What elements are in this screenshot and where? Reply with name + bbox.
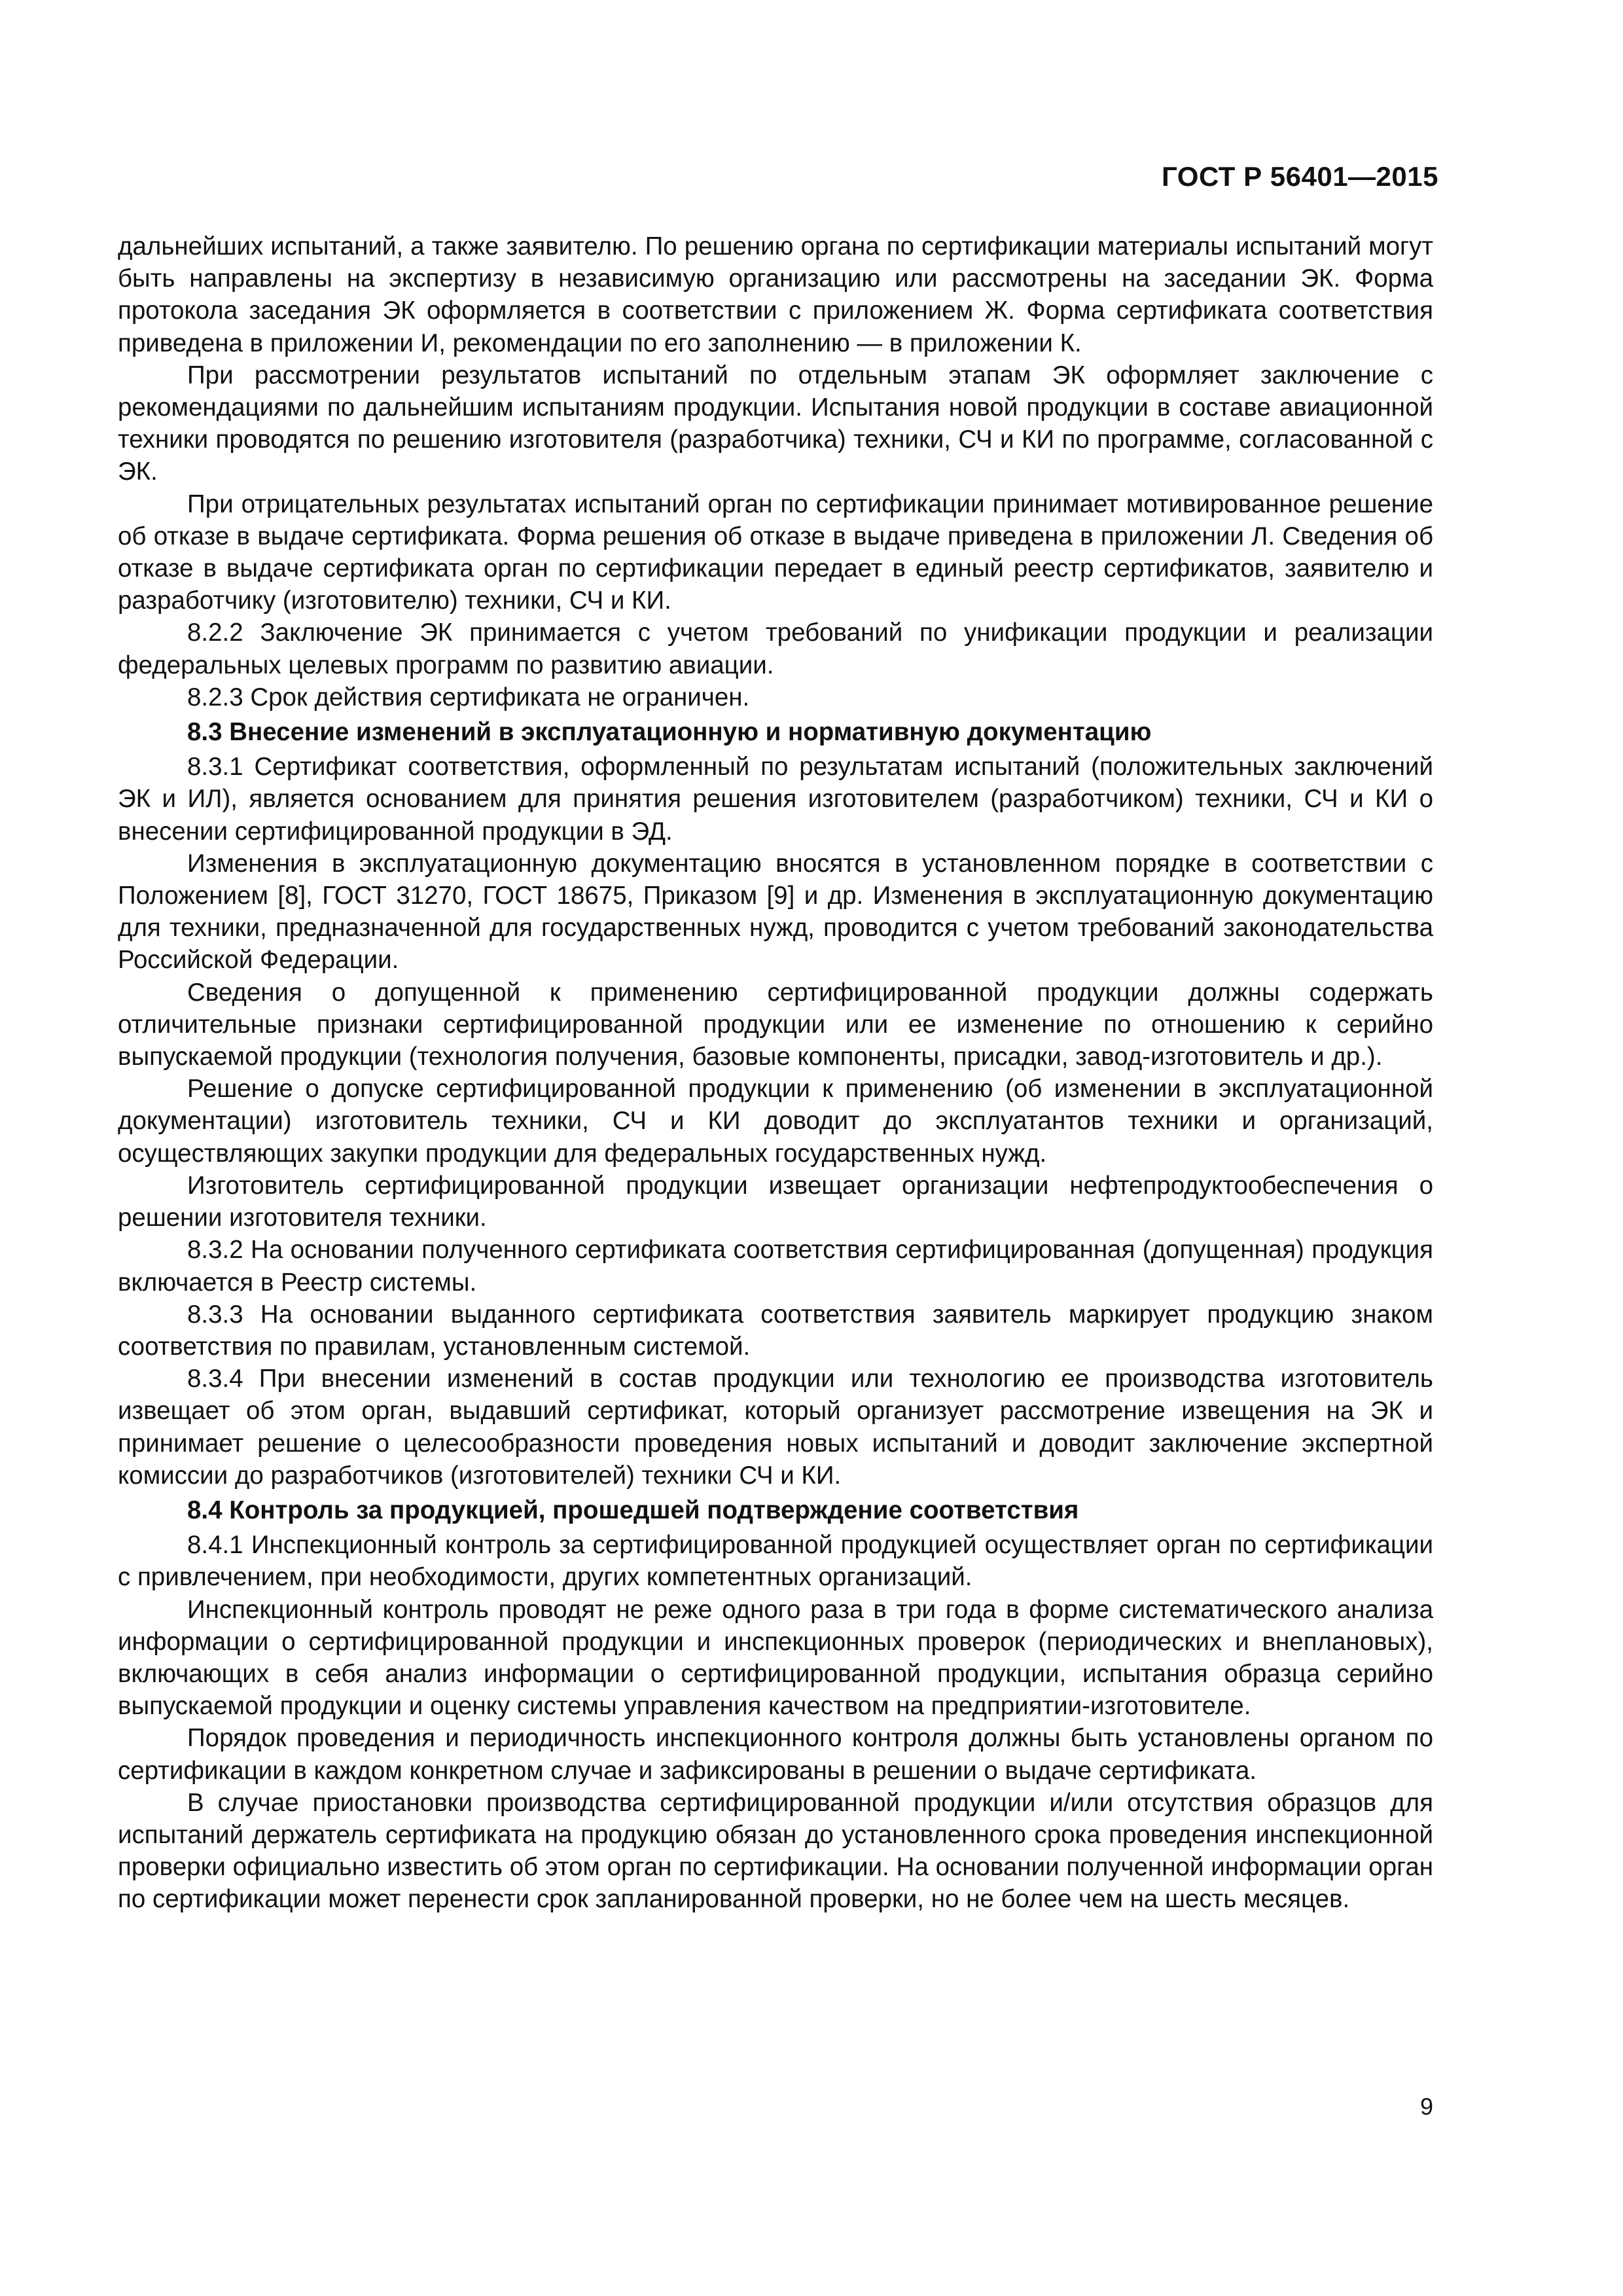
document-code: ГОСТ Р 56401—2015 bbox=[1162, 161, 1438, 192]
clause-8-3-1: 8.3.1 Сертификат соответствия, оформленный по результатам испытаний (положительных заключений ЭК и ИЛ), является основанием для принятия решения изготовителем (разработчиком) техники, СЧ и КИ о внесении сертифицированной продукции в ЭД. bbox=[118, 753, 1433, 846]
paragraph: Порядок проведения и периодичность инспекционного контроля должны быть установлены органом по сертификации в каждом конкретном случае и зафиксированы в решении о выдаче сертификата. bbox=[118, 1724, 1433, 1785]
clause-8-3-3: 8.3.3 На основании выданного сертификата соответствия заявитель маркирует продукцию знаком соответствия по правилам, установленным системой. bbox=[118, 1300, 1433, 1361]
paragraph-continuation: дальнейших испытаний, а также заявителю. По решению органа по сертификации материалы испытаний могут быть направлены на экспертизу в независимую организацию или рассмотрены на заседании ЭК. Форма протокола заседания ЭК оформляется в соответствии с приложением Ж. Форма сертификата соответствия приведена в приложении И, рекомендации по его заполнению — в приложении К. bbox=[118, 232, 1433, 357]
paragraph: Изменения в эксплуатационную документацию вносятся в установленном порядке в соответствии с Положением [8], ГОСТ 31270, ГОСТ 18675, Приказом [9] и др. Изменения в эксплуатационную документацию для техники, предназначенной для государственных нужд, проводится с учетом требований законодательства Российской Федерации. bbox=[118, 849, 1433, 975]
paragraph: Изготовитель сертифицированной продукции извещает организации нефтепродуктообеспечения о решении изготовителя техники. bbox=[118, 1171, 1433, 1232]
paragraph: Решение о допуске сертифицированной продукции к применению (об изменении в эксплуатационной документации) изготовитель техники, СЧ и КИ доводит до эксплуатантов техники и организаций, осуществляющих закупки продукции для федеральных государственных нужд. bbox=[118, 1075, 1433, 1168]
section-heading-8-3: 8.3 Внесение изменений в эксплуатационную и нормативную документацию bbox=[187, 718, 1152, 747]
clause-8-3-2: 8.3.2 На основании полученного сертификата соответствия сертифицированная (допущенная) продукция включается в Реестр системы. bbox=[118, 1236, 1433, 1297]
clause-8-4-1: 8.4.1 Инспекционный контроль за сертифицированной продукцией осуществляет орган по сертификации с привлечением, при необходимости, других компетентных организаций. bbox=[118, 1531, 1433, 1592]
document-body bbox=[118, 230, 1433, 1916]
clause-8-3-4: 8.3.4 При внесении изменений в состав продукции или технологию ее производства изготовитель извещает об этом орган, выдавший сертификат, который организует рассмотрение извещения на ЭК и принимает решение о целесообразности проведения новых испытаний и доводит заключение экспертной комиссии до разработчиков (изготовителей) техники СЧ и КИ. bbox=[118, 1365, 1433, 1490]
clause-8-2-2: 8.2.2 Заключение ЭК принимается с учетом требований по унификации продукции и реализации федеральных целевых программ по развитию авиации. bbox=[118, 619, 1433, 679]
clause-8-2-3: 8.2.3 Срок действия сертификата не ограничен. bbox=[187, 683, 750, 711]
paragraph: При рассмотрении результатов испытаний по отдельным этапам ЭК оформляет заключение с рекомендациями по дальнейшим испытаниям продукции. Испытания новой продукции в составе авиационной техники проводятся по решению изготовителя (разработчика) техники, СЧ и КИ по программе, согласованной с ЭК. bbox=[118, 361, 1433, 486]
section-heading-8-4: 8.4 Контроль за продукцией, прошедшей подтверждение соответствия bbox=[187, 1496, 1079, 1524]
paragraph: Сведения о допущенной к применению сертифицированной продукции должны содержать отличительные признаки сертифицированной продукции или ее изменение по отношению к серийно выпускаемой продукции (технология получения, базовые компоненты, присадки, завод-изготовитель и др.). bbox=[118, 978, 1433, 1071]
paragraph: Инспекционный контроль проводят не реже одного раза в три года в форме систематического анализа информации о сертифицированной продукции и инспекционных проверок (периодических и внеплановых), включающих в себя анализ информации о сертифицированной продукции, испытания образца серийно выпускаемой продукции и оценку системы управления качеством на предприятии-изготовителе. bbox=[118, 1595, 1433, 1721]
paragraph: При отрицательных результатах испытаний орган по сертификации принимает мотивированное решение об отказе в выдаче сертификата. Форма решения об отказе в выдаче приведена в приложении Л. Сведения об отказе в выдаче сертификата орган по сертификации передает в единый реестр сертификатов, заявителю и разработчику (изготовителю) техники, СЧ и КИ. bbox=[118, 490, 1433, 615]
paragraph: В случае приостановки производства сертифицированной продукции и/или отсутствия образцов для испытаний держатель сертификата на продукцию обязан до установленного срока проведения инспекционной проверки официально известить об этом орган по сертификации. На основании полученной информации орган по сертификации может перенести срок запланированной проверки, но не более чем на шесть месяцев. bbox=[118, 1788, 1433, 1914]
page-number: 9 bbox=[1419, 2093, 1433, 2120]
